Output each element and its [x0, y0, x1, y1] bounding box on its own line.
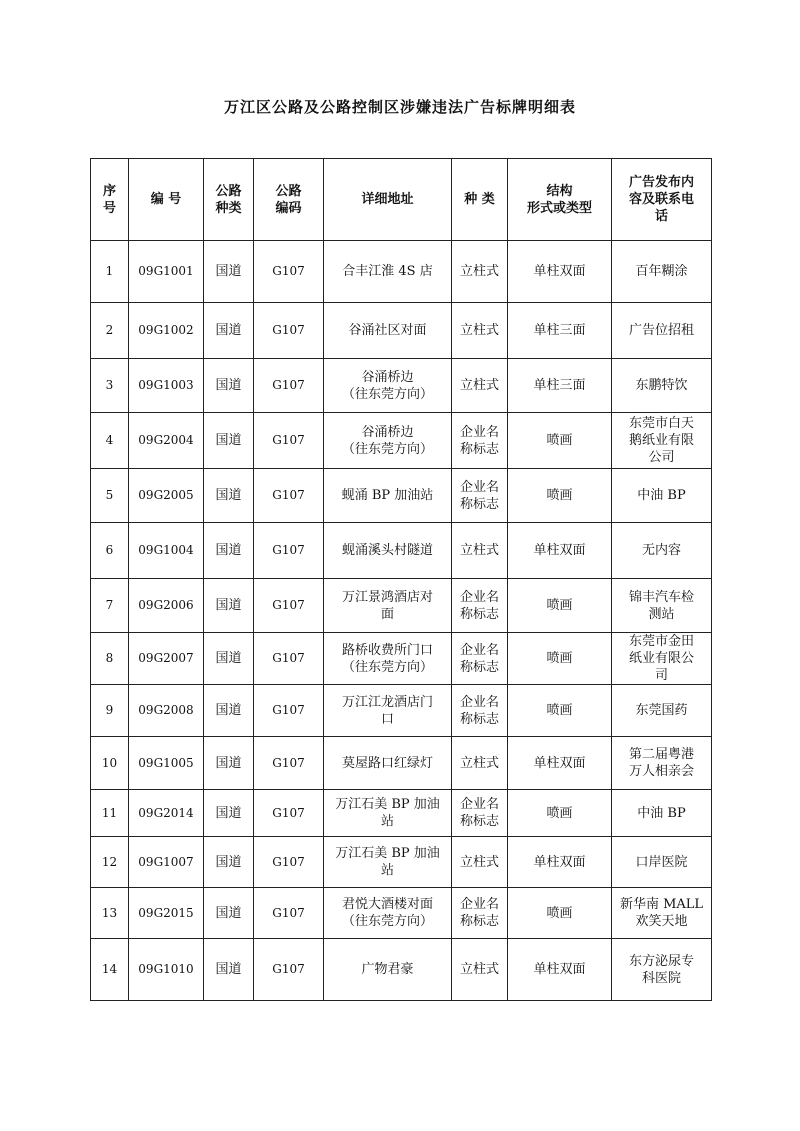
- table-row: [91, 523, 712, 579]
- cell-ad-content: 中油 BP: [612, 790, 712, 837]
- cell-address: 君悦大酒楼对面 （往东莞方向）: [324, 888, 452, 939]
- cell-kind: 立柱式: [452, 241, 508, 303]
- table-row: [91, 359, 712, 413]
- cell-ad-content: 东鹏特饮: [612, 359, 712, 413]
- table-row: [91, 241, 712, 303]
- cell-road-type: 国道: [204, 413, 254, 469]
- cell-serial-number: 1: [91, 241, 129, 303]
- cell-ad-content: 锦丰汽车检 测站: [612, 579, 712, 633]
- cell-road-type: 国道: [204, 241, 254, 303]
- table-row: [91, 837, 712, 888]
- cell-code: 09G2006: [129, 579, 204, 633]
- cell-road-code: G107: [254, 633, 324, 685]
- cell-serial-number: 13: [91, 888, 129, 939]
- cell-ad-content: 无内容: [612, 523, 712, 579]
- cell-address: 蚬涌溪头村隧道: [324, 523, 452, 579]
- cell-code: 09G2007: [129, 633, 204, 685]
- table-row: [91, 469, 712, 523]
- cell-kind: 企业名 称标志: [452, 413, 508, 469]
- cell-ad-content: 东莞国药: [612, 685, 712, 737]
- table-row: [91, 413, 712, 469]
- cell-road-code: G107: [254, 837, 324, 888]
- cell-road-code: G107: [254, 737, 324, 790]
- cell-code: 09G1001: [129, 241, 204, 303]
- header-serial-number: 序 号: [91, 159, 129, 241]
- header-code: 编 号: [129, 159, 204, 241]
- header-ad-content: 广告发布内 容及联系电 话: [612, 159, 712, 241]
- cell-road-type: 国道: [204, 939, 254, 1001]
- header-road-type: 公路 种类: [204, 159, 254, 241]
- cell-structure: 喷画: [508, 469, 612, 523]
- cell-kind: 立柱式: [452, 303, 508, 359]
- cell-structure: 喷画: [508, 579, 612, 633]
- table-row: [91, 939, 712, 1001]
- header-kind: 种 类: [452, 159, 508, 241]
- header-address: 详细地址: [324, 159, 452, 241]
- cell-serial-number: 2: [91, 303, 129, 359]
- cell-ad-content: 百年糊涂: [612, 241, 712, 303]
- cell-address: 万江景鸿酒店对 面: [324, 579, 452, 633]
- table-row: [91, 633, 712, 685]
- cell-road-type: 国道: [204, 685, 254, 737]
- cell-structure: 单柱双面: [508, 523, 612, 579]
- document-title: 万江区公路及公路控制区涉嫌违法广告标牌明细表: [223, 98, 576, 116]
- cell-serial-number: 9: [91, 685, 129, 737]
- cell-code: 09G2015: [129, 888, 204, 939]
- cell-code: 09G1002: [129, 303, 204, 359]
- cell-road-type: 国道: [204, 469, 254, 523]
- cell-road-code: G107: [254, 241, 324, 303]
- cell-structure: 单柱三面: [508, 303, 612, 359]
- cell-code: 09G2005: [129, 469, 204, 523]
- cell-road-type: 国道: [204, 359, 254, 413]
- cell-kind: 立柱式: [452, 837, 508, 888]
- cell-kind: 立柱式: [452, 359, 508, 413]
- cell-road-code: G107: [254, 523, 324, 579]
- header-road-code: 公路 编码: [254, 159, 324, 241]
- cell-road-type: 国道: [204, 790, 254, 837]
- cell-ad-content: 口岸医院: [612, 837, 712, 888]
- cell-kind: 企业名 称标志: [452, 685, 508, 737]
- cell-code: 09G2014: [129, 790, 204, 837]
- table-row: [91, 579, 712, 633]
- cell-road-type: 国道: [204, 888, 254, 939]
- cell-road-code: G107: [254, 579, 324, 633]
- cell-structure: 喷画: [508, 888, 612, 939]
- cell-kind: 企业名 称标志: [452, 790, 508, 837]
- cell-address: 万江江龙酒店门 口: [324, 685, 452, 737]
- cell-ad-content: 东莞市金田 纸业有限公 司: [612, 633, 712, 685]
- cell-road-code: G107: [254, 413, 324, 469]
- cell-kind: 企业名 称标志: [452, 888, 508, 939]
- cell-ad-content: 东方泌尿专 科医院: [612, 939, 712, 1001]
- table-row: [91, 685, 712, 737]
- cell-road-type: 国道: [204, 737, 254, 790]
- cell-ad-content: 东莞市白天 鹅纸业有限 公司: [612, 413, 712, 469]
- cell-road-code: G107: [254, 790, 324, 837]
- cell-structure: 喷画: [508, 790, 612, 837]
- cell-structure: 喷画: [508, 685, 612, 737]
- cell-ad-content: 广告位招租: [612, 303, 712, 359]
- cell-serial-number: 10: [91, 737, 129, 790]
- cell-road-type: 国道: [204, 579, 254, 633]
- table-row: [91, 303, 712, 359]
- cell-serial-number: 5: [91, 469, 129, 523]
- cell-ad-content: 第二届粤港 万人相亲会: [612, 737, 712, 790]
- cell-address: 蚬涌 BP 加油站: [324, 469, 452, 523]
- cell-serial-number: 12: [91, 837, 129, 888]
- cell-structure: 喷画: [508, 413, 612, 469]
- cell-ad-content: 中油 BP: [612, 469, 712, 523]
- cell-serial-number: 14: [91, 939, 129, 1001]
- table-row: [91, 737, 712, 790]
- table-header-row: [91, 159, 712, 241]
- cell-code: 09G1003: [129, 359, 204, 413]
- cell-structure: 单柱双面: [508, 737, 612, 790]
- cell-code: 09G1005: [129, 737, 204, 790]
- cell-serial-number: 6: [91, 523, 129, 579]
- advertising-sign-table: [90, 158, 712, 1001]
- cell-road-code: G107: [254, 303, 324, 359]
- cell-address: 万江石美 BP 加油 站: [324, 837, 452, 888]
- cell-road-type: 国道: [204, 303, 254, 359]
- cell-structure: 喷画: [508, 633, 612, 685]
- cell-serial-number: 11: [91, 790, 129, 837]
- cell-serial-number: 4: [91, 413, 129, 469]
- cell-structure: 单柱双面: [508, 939, 612, 1001]
- table-row: [91, 790, 712, 837]
- cell-road-type: 国道: [204, 523, 254, 579]
- cell-road-type: 国道: [204, 837, 254, 888]
- cell-structure: 单柱三面: [508, 359, 612, 413]
- table-body: [91, 241, 712, 1001]
- table-row: [91, 888, 712, 939]
- cell-address: 谷涌桥边 （往东莞方向）: [324, 413, 452, 469]
- cell-kind: 立柱式: [452, 523, 508, 579]
- cell-road-type: 国道: [204, 633, 254, 685]
- cell-code: 09G2004: [129, 413, 204, 469]
- cell-code: 09G1004: [129, 523, 204, 579]
- cell-code: 09G2008: [129, 685, 204, 737]
- cell-code: 09G1010: [129, 939, 204, 1001]
- cell-serial-number: 8: [91, 633, 129, 685]
- cell-kind: 立柱式: [452, 737, 508, 790]
- cell-address: 广物君豪: [324, 939, 452, 1001]
- cell-kind: 企业名 称标志: [452, 469, 508, 523]
- cell-serial-number: 3: [91, 359, 129, 413]
- cell-code: 09G1007: [129, 837, 204, 888]
- cell-address: 万江石美 BP 加油 站: [324, 790, 452, 837]
- cell-road-code: G107: [254, 359, 324, 413]
- cell-address: 莫屋路口红绿灯: [324, 737, 452, 790]
- cell-ad-content: 新华南 MALL 欢笑天地: [612, 888, 712, 939]
- cell-address: 路桥收费所门口 （往东莞方向）: [324, 633, 452, 685]
- header-structure: 结构 形式或类型: [508, 159, 612, 241]
- cell-address: 谷涌桥边 （往东莞方向）: [324, 359, 452, 413]
- cell-kind: 立柱式: [452, 939, 508, 1001]
- cell-road-code: G107: [254, 685, 324, 737]
- cell-structure: 单柱双面: [508, 241, 612, 303]
- cell-road-code: G107: [254, 469, 324, 523]
- cell-road-code: G107: [254, 888, 324, 939]
- cell-serial-number: 7: [91, 579, 129, 633]
- cell-road-code: G107: [254, 939, 324, 1001]
- cell-address: 合丰江淮 4S 店: [324, 241, 452, 303]
- cell-address: 谷涌社区对面: [324, 303, 452, 359]
- cell-kind: 企业名 称标志: [452, 579, 508, 633]
- cell-structure: 单柱双面: [508, 837, 612, 888]
- cell-kind: 企业名 称标志: [452, 633, 508, 685]
